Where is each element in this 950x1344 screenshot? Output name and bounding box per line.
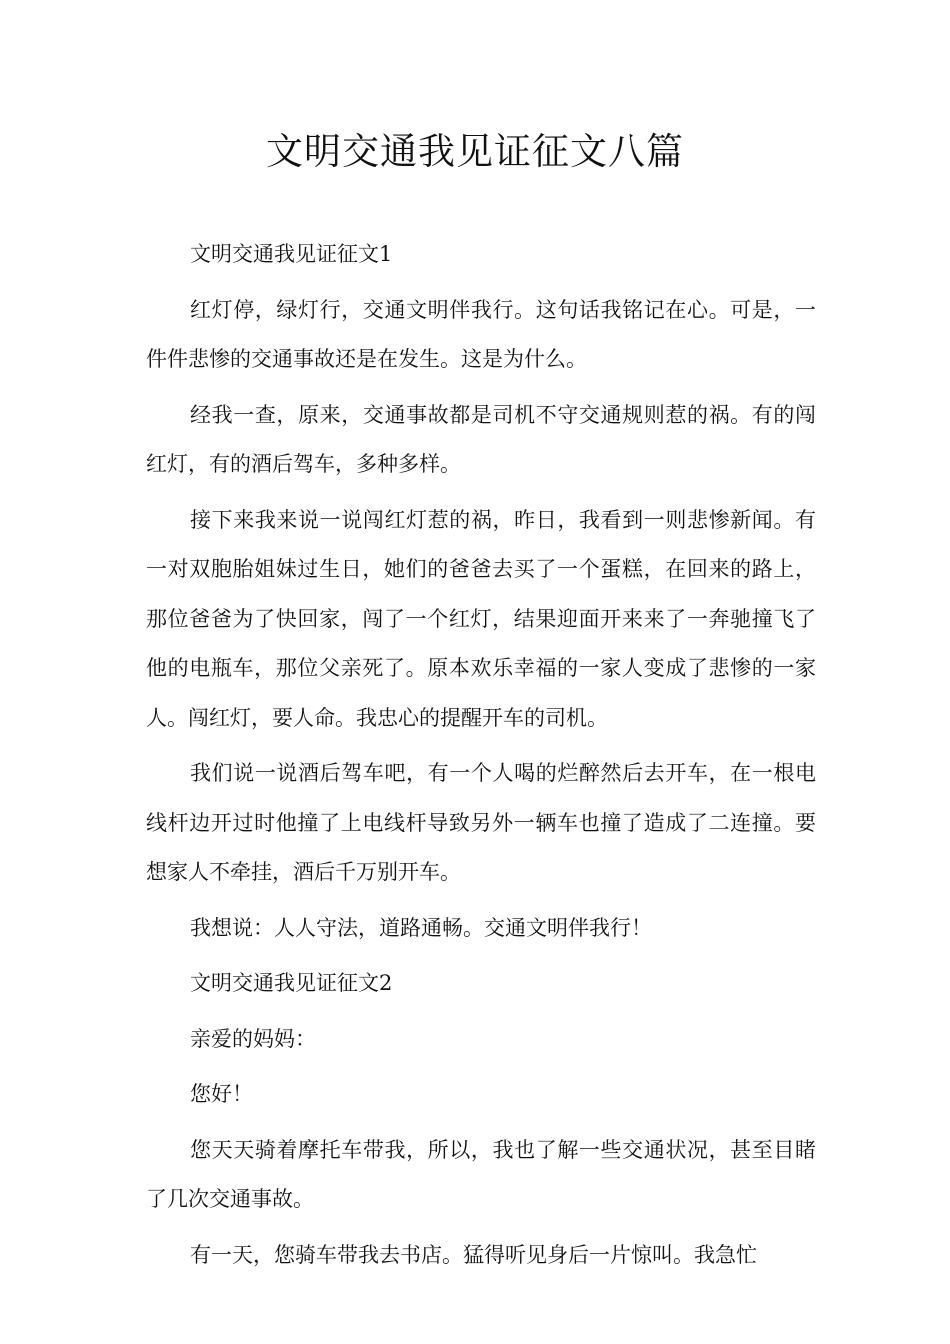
section-heading-2: 文明交通我见证征文2 bbox=[190, 971, 393, 995]
letter-salutation: 亲爱的妈妈： bbox=[190, 1026, 316, 1051]
paragraph: 有一天，您骑车带我去书店。猛得听见身后一片惊叫。我急忙 bbox=[190, 1242, 757, 1267]
letter-greeting: 您好！ bbox=[190, 1082, 253, 1106]
document-body bbox=[146, 230, 816, 1286]
section-heading-1: 文明交通我见证征文1 bbox=[190, 242, 393, 266]
paragraph: 我们说一说酒后驾车吧，有一个人喝的烂醉然后去开车，在一根电线杆边开过时他撞了上电线杆导致另外一辆车也撞了造成了二连撞。要想家人不牵挂，酒后千万别开车。 bbox=[146, 761, 816, 884]
paragraph: 您天天骑着摩托车带我，所以，我也了解一些交通状况，甚至目睹了几次交通事故。 bbox=[146, 1137, 816, 1211]
paragraph: 我想说：人人守法，道路通畅。交通文明伴我行！ bbox=[190, 915, 652, 940]
paragraph: 接下来我来说一说闯红灯惹的祸，昨日，我看到一则悲惨新闻。有一对双胞胎姐妹过生日，她们的爸爸去买了一个蛋糕，在回来的路上，那位爸爸为了快回家，闯了一个红灯，结果迎面开来来了一奔驰撞飞了他的电瓶车，那位父亲死了。原本欢乐幸福的一家人变成了悲惨的一家人。闯红灯，要人命。我忠心的提醒开车的司机。 bbox=[146, 507, 816, 730]
paragraph: 红灯停，绿灯行，交通文明伴我行。这句话我铭记在心。可是，一件件悲惨的交通事故还是在发生。这是为什么。 bbox=[146, 297, 816, 371]
document-title: 文明交通我见证征文八篇 bbox=[266, 130, 684, 173]
paragraph: 经我一查，原来，交通事故都是司机不守交通规则惹的祸。有的闯红灯，有的酒后驾车，多种多样。 bbox=[146, 402, 816, 476]
